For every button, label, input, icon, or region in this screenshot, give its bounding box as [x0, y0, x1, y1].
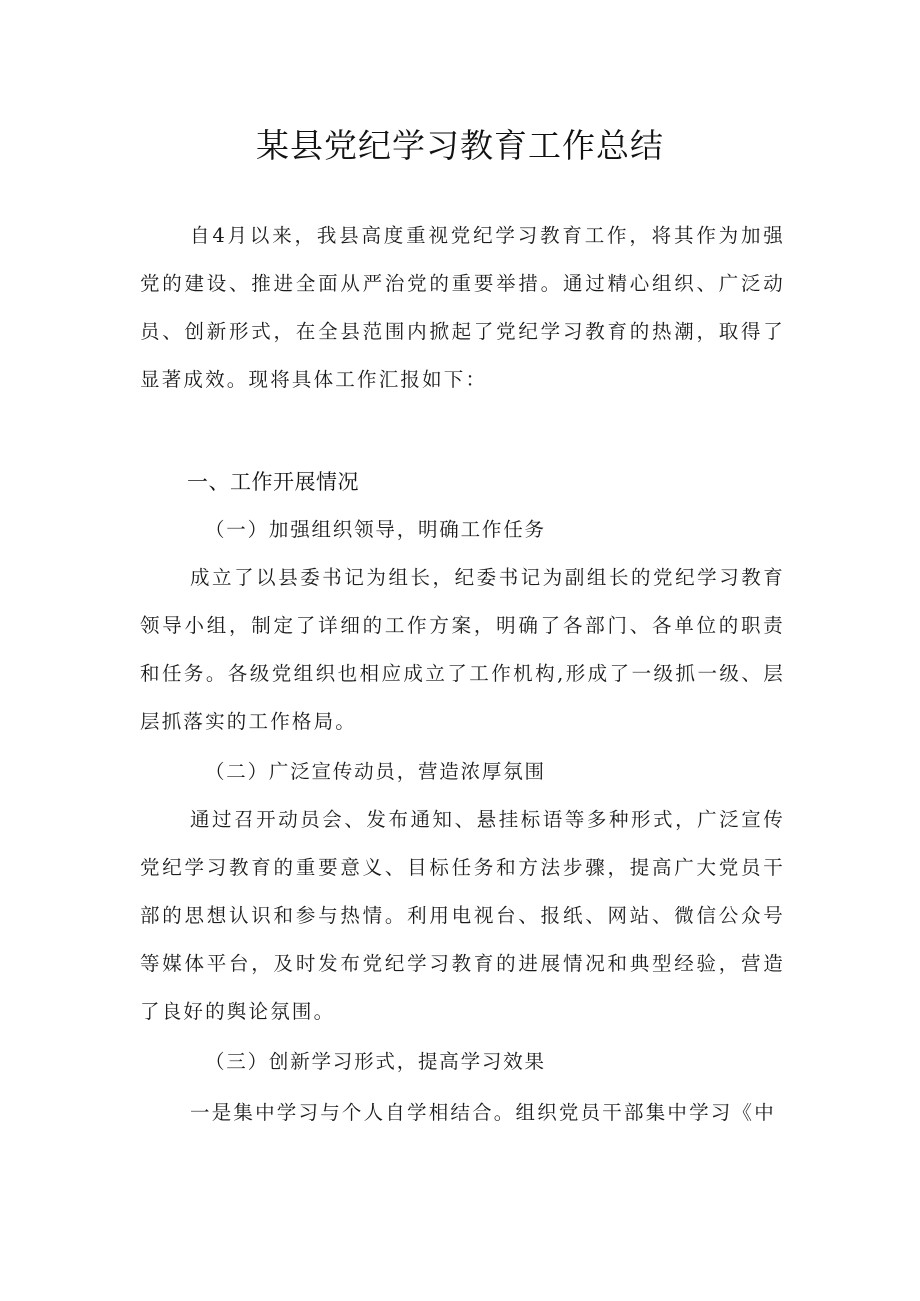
- subsection-heading-1: （一）加强组织领导，明确工作任务: [205, 518, 546, 541]
- subsection-body-1: 成立了以县委书记为组长，纪委书记为副组长的党纪学习教育领导小组，制定了详细的工作方案，明确了各部门、各单位的职责和任务。各级党组织也相应成立了工作机构,形成了一级抓一级、层层抓落实的工作格局。: [140, 566, 785, 733]
- subsection-body-2: 通过召开动员会、发布通知、悬挂标语等多种形式，广泛宣传党纪学习教育的重要意义、目标任务和方法步骤，提高广大党员干部的思想认识和参与热情。利用电视台、报纸、网站、微信公众号等媒体平台，及时发布党纪学习教育的进展情况和典型经验，营造了良好的舆论氛围。: [140, 808, 785, 1023]
- subsection-body-3: 一是集中学习与个人自学相结合。组织党员干部集中学习《中: [190, 1101, 776, 1124]
- subsection-heading-2: （二）广泛宣传动员，营造浓厚氛围: [205, 760, 546, 783]
- subsection-heading-3: （三）创新学习形式，提高学习效果: [205, 1050, 546, 1073]
- intro-paragraph: 自4月以来，我县高度重视党纪学习教育工作，将其作为加强党的建设、推进全面从严治党的重要举措。通过精心组织、广泛动员、创新形式，在全县范围内掀起了党纪学习教育的热潮，取得了显著成效。现将具体工作汇报如下：: [140, 224, 785, 391]
- section-heading: 一、工作开展情况: [187, 470, 359, 494]
- document-title: 某县党纪学习教育工作总结: [256, 126, 664, 165]
